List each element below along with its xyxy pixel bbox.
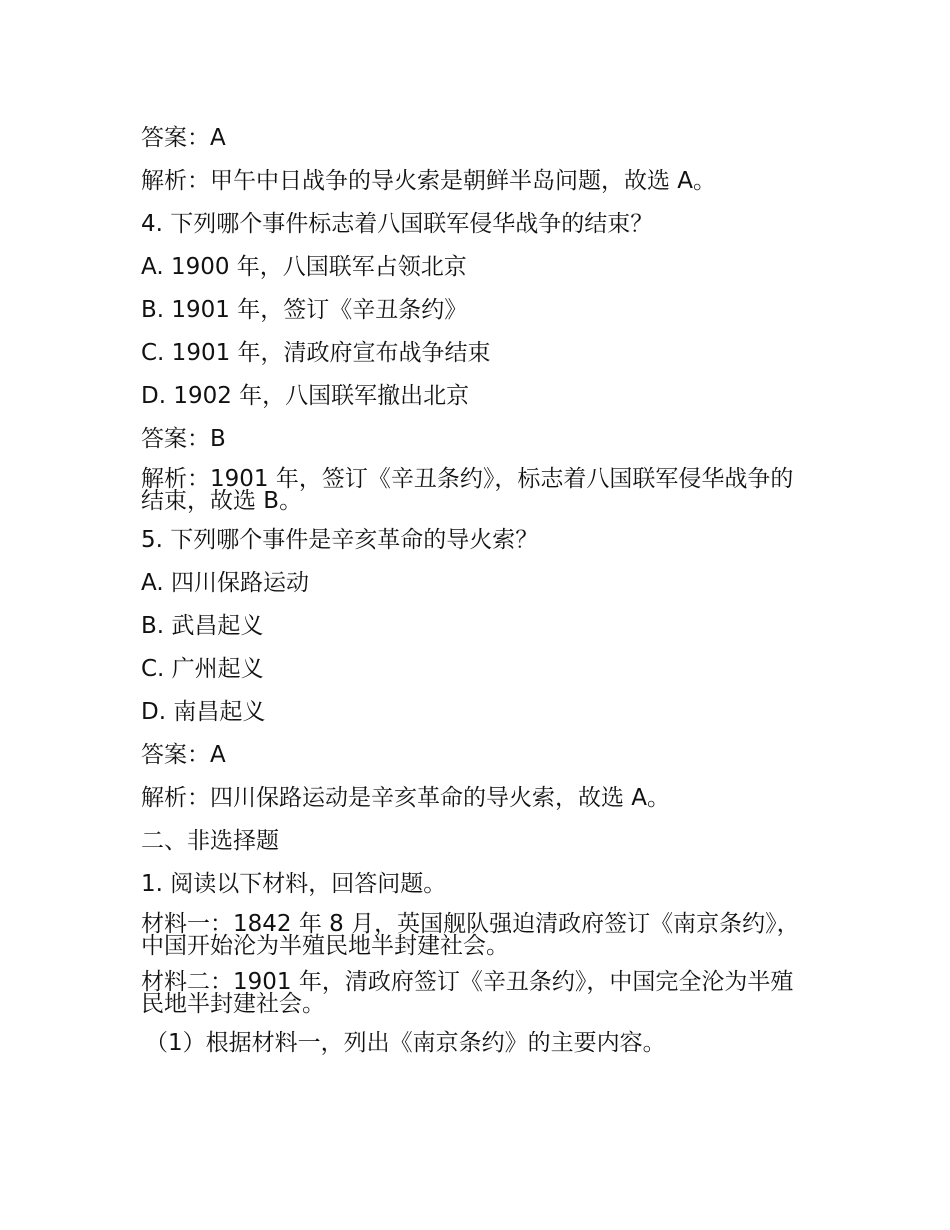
analysis-paragraph: 解析：1901 年，签订《辛丑条约》，标志着八国联军侵华战争的结束，故选 B。: [141, 466, 794, 514]
analysis-line: 解析：甲午中日战争的导火索是朝鲜半岛问题，故选 A。: [141, 168, 717, 194]
answer-line: 答案：A: [141, 125, 226, 151]
section-heading: 二、非选择题: [141, 828, 279, 854]
option-d: D. 1902 年，八国联军撤出北京: [141, 383, 470, 409]
option-b: B. 武昌起义: [141, 613, 264, 639]
answer-line: 答案：B: [141, 426, 226, 452]
material-two: 材料二：1901 年，清政府签订《辛丑条约》，中国完全沦为半殖民地半封建社会。: [141, 969, 794, 1017]
option-c: C. 1901 年，清政府宣布战争结束: [141, 340, 491, 366]
subquestion-1: （1）根据材料一，列出《南京条约》的主要内容。: [145, 1030, 666, 1056]
option-d: D. 南昌起义: [141, 699, 266, 725]
material-one: 材料一：1842 年 8 月，英国舰队强迫清政府签订《南京条约》，中国开始沦为半殖民地半封建社会。: [141, 911, 800, 959]
analysis-line: 解析：四川保路运动是辛亥革命的导火索，故选 A。: [141, 785, 671, 811]
question-1: 1. 阅读以下材料，回答问题。: [141, 871, 447, 897]
answer-line: 答案：A: [141, 742, 226, 768]
option-c: C. 广州起义: [141, 656, 264, 682]
question-4: 4. 下列哪个事件标志着八国联军侵华战争的结束？: [141, 211, 654, 237]
option-a: A. 1900 年，八国联军占领北京: [141, 254, 467, 280]
option-b: B. 1901 年，签订《辛丑条约》: [141, 297, 468, 323]
document-page: [141, 124, 811, 1072]
question-5: 5. 下列哪个事件是辛亥革命的导火索？: [141, 527, 539, 553]
option-a: A. 四川保路运动: [141, 570, 309, 596]
